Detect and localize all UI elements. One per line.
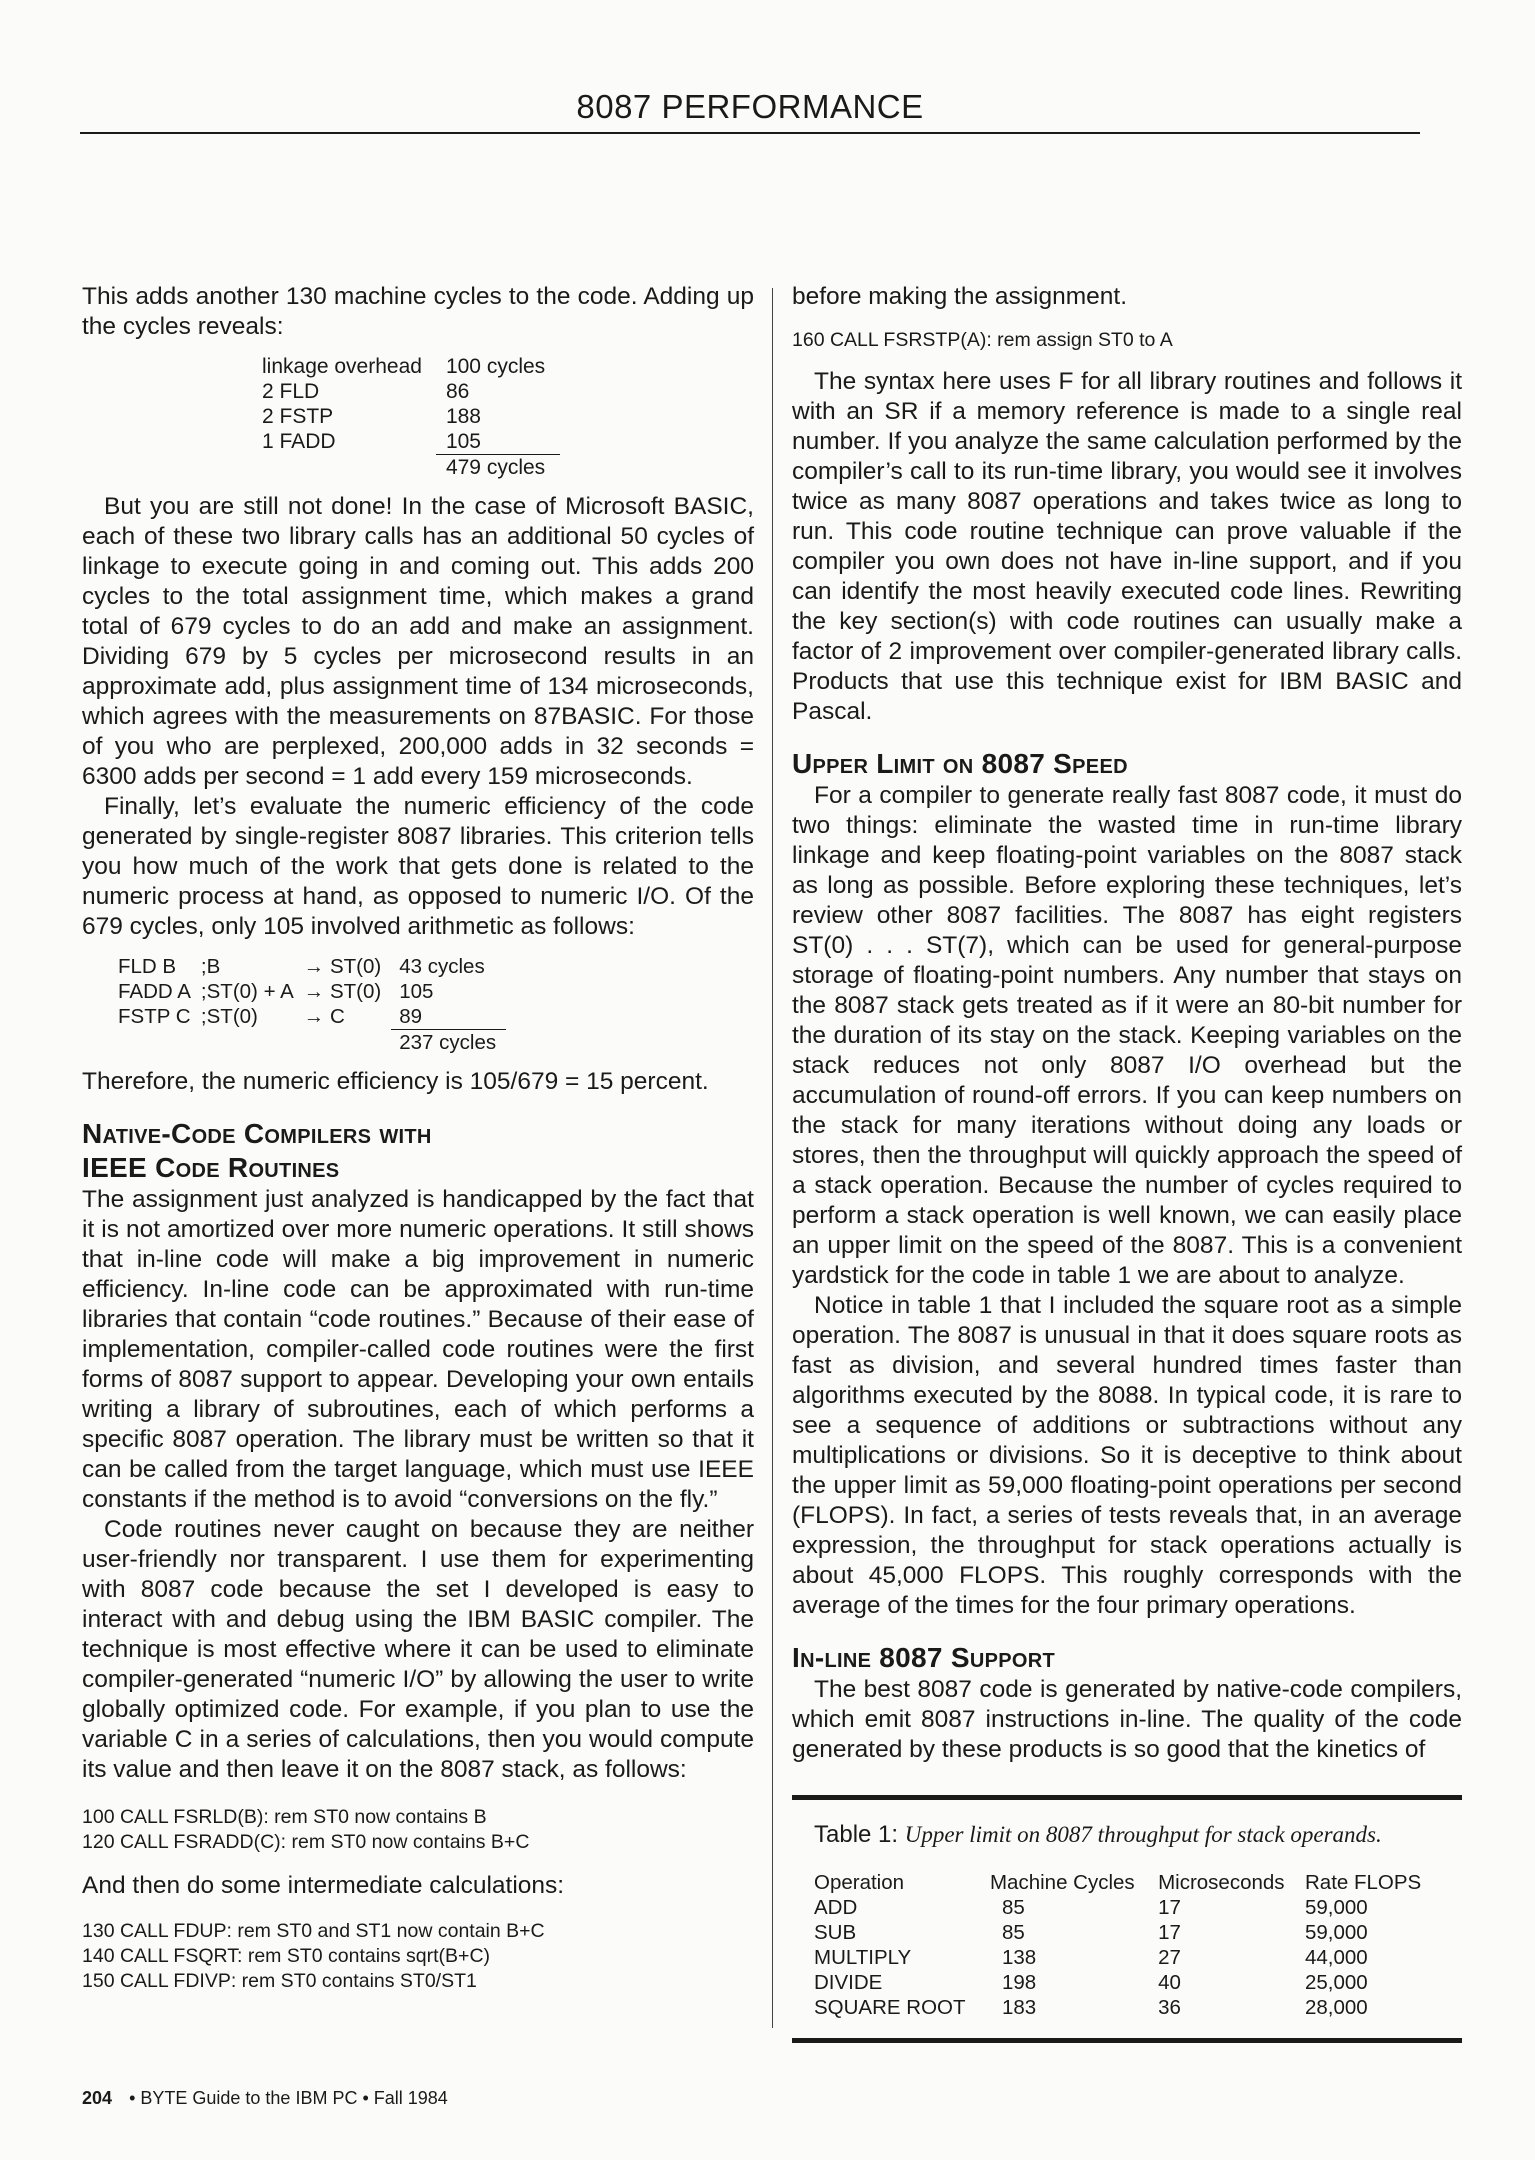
instruction: FSTP C	[118, 1005, 191, 1029]
empty-cell	[201, 1030, 304, 1056]
code-block	[82, 1919, 754, 1994]
destination: → ST(0)	[303, 955, 382, 978]
table-cell: 36	[1158, 1996, 1181, 2019]
table-1-box	[792, 1795, 1462, 2043]
instruction-comment: ;ST(0) + A	[200, 980, 294, 1003]
total-row	[118, 1030, 506, 1056]
cycle-count: 105	[399, 980, 434, 1003]
page-header: 8087 PERFORMANCE	[80, 88, 1420, 134]
left-column	[82, 282, 754, 1994]
table-row	[814, 1895, 1440, 1920]
table-row	[262, 429, 560, 455]
column-divider	[772, 288, 773, 2028]
table-caption-text: Upper limit on 8087 throughput for stack operands.	[904, 1822, 1382, 1847]
table-label: Table 1:	[814, 1821, 899, 1848]
total-value: 479 cycles	[445, 456, 546, 479]
instruction-comment: ;ST(0)	[200, 1005, 258, 1029]
table-cell: 138	[1001, 1946, 1037, 1969]
table-row	[262, 404, 560, 429]
code-line: 140 CALL FSQRT: rem ST0 contains sqrt(B+C)	[82, 1945, 491, 1967]
heading-line: Native-Code Compilers with	[82, 1118, 432, 1149]
table-cell: 44,000	[1304, 1946, 1368, 1969]
paragraph: The assignment just analyzed is handicapped by the fact that it is not amortized over more numeric operations. It still shows that in-line code will make a big improvement in numeric efficiency. In-line code can be approximated with run-time libraries that contain “code routines.” Because of their ease of implementation, compiler-called code routines were the first forms of 8087 support to appear. Developing your own entails writing a library of subroutines, each of which performs a specific 8087 operation. The library must be written so that it can be called from the target language, which must use IEEE constants if the method is to avoid “conversions on the fly.”	[82, 1186, 754, 1513]
section-heading: In-line 8087 Support	[792, 1642, 1055, 1673]
paragraph: The best 8087 code is generated by native-code compilers, which emit 8087 instructions in-line. The quality of the code generated by these products is so good that the kinetics of	[792, 1676, 1462, 1763]
table-cell: 40	[1158, 1971, 1181, 1994]
row-value: 86	[445, 380, 470, 403]
table-row	[118, 979, 506, 1004]
table-cell: 85	[1001, 1896, 1025, 1919]
heading-line: IEEE Code Routines	[82, 1152, 340, 1183]
table-row	[814, 1945, 1440, 1970]
page-footer	[82, 2088, 448, 2109]
table-cell: 25,000	[1304, 1971, 1368, 1994]
paragraph: This adds another 130 machine cycles to the code. Adding up the cycles reveals:	[82, 283, 754, 340]
row-value: 105	[436, 429, 560, 455]
table-cell: 17	[1158, 1921, 1181, 1944]
row-label: 1 FADD	[262, 430, 336, 454]
empty-cell	[304, 1030, 391, 1056]
row-value: 100 cycles	[445, 355, 546, 378]
code-line: 130 CALL FDUP: rem ST0 and ST1 now contain B+C	[82, 1920, 545, 1942]
empty-cell	[262, 455, 436, 481]
paragraph: before making the assignment.	[792, 283, 1128, 310]
table-header-row	[814, 1870, 1440, 1895]
table-caption	[814, 1820, 1440, 1850]
column-header: Machine Cycles	[989, 1871, 1135, 1894]
paragraph: The syntax here uses F for all library routines and follows it with an SR if a memory reference is made to a single real number. If you analyze the same calculation performed by the compiler’s call to its run-time library, you would see it involves twice as many 8087 operations and takes twice as long to run. This code routine technique can prove valuable if the compiler you own does not have in-line support, and if you can identify the most heavily executed code lines. Rewriting the key section(s) with code routines can usually make a factor of 2 improvement over compiler-generated library calls. Products that use this technique exist for IBM BASIC and Pascal.	[792, 368, 1462, 725]
paragraph: Notice in table 1 that I included the square root as a simple operation. The 8087 is unusual in that it does square roots as fast as division, and several hundred times faster than algorithms executed by the 8088. In typical code, it is rare to see a sequence of additions or subtractions without any multiplications or divisions. So it is deceptive to think about the upper limit as 59,000 floating-point operations per second (FLOPS). In fact, a series of tests reveals that, in an average expression, the throughput for stack operations actually is about 45,000 FLOPS. This roughly corresponds with the average of the times for the four primary operations.	[792, 1292, 1462, 1619]
right-column	[792, 282, 1462, 2043]
code-line: 150 CALL FDIVP: rem ST0 contains ST0/ST1	[82, 1970, 477, 1992]
cycle-sum-table	[262, 354, 560, 480]
row-value: 188	[445, 405, 481, 428]
code-line: 160 CALL FSRSTP(A): rem assign ST0 to A	[792, 329, 1173, 351]
instruction: FLD B	[118, 955, 177, 978]
code-line: 120 CALL FSRADD(C): rem ST0 now contains B+C	[82, 1831, 530, 1853]
column-header: Rate FLOPS	[1304, 1871, 1422, 1894]
efficiency-table	[118, 954, 506, 1055]
destination: → ST(0)	[303, 980, 382, 1003]
total-row	[262, 455, 560, 481]
section-heading	[82, 1117, 754, 1185]
empty-cell	[118, 1030, 201, 1056]
table-row	[118, 954, 506, 979]
section-heading: Upper Limit on 8087 Speed	[792, 748, 1128, 779]
paragraph: Code routines never caught on because they are neither user-friendly nor transparent. I use them for experimenting with 8087 code because the set I developed is easy to interact with and debug using the IBM BASIC compiler. The technique is most effective where it can be used to eliminate compiler-generated “numeric I/O” by allowing the user to write globally optimized code. For example, if you plan to use the variable C in a series of calculations, then you would compute its value and then leave it on the 8087 stack, as follows:	[82, 1516, 754, 1783]
row-label: 2 FLD	[262, 380, 320, 403]
table-row	[262, 379, 560, 404]
table-cell: SQUARE ROOT	[814, 1996, 966, 2019]
paragraph: For a compiler to generate really fast 8087 code, it must do two things: eliminate the wasted time in run-time library linkage and keep floating-point variables on the 8087 stack as long as possible. Before exploring these techniques, let’s review other 8087 facilities. The 8087 has eight registers ST(0) . . . ST(7), which can be used for general-purpose storage of floating-point numbers. Any number that stays on the 8087 stack gets treated as if it were an 80-bit number for the duration of its stay on the stack. Keeping variables on the stack reduces not only 8087 I/O overhead but the accumulation of round-off errors. If you can keep numbers on the stack for many iterations without doing any loads or stores, then the throughput will quickly approach the speed of a stack operation. Because the number of cycles required to perform a stack operation is well known, we can easily place an upper limit on the speed of the 8087. This is a convenient yardstick for the code in table 1 we are about to analyze.	[792, 782, 1462, 1289]
code-line: 100 CALL FSRLD(B): rem ST0 now contains B	[82, 1806, 487, 1828]
table-row	[262, 354, 560, 379]
table-row	[814, 1995, 1440, 2020]
table-cell: 183	[1001, 1996, 1037, 2019]
table-cell: 198	[1001, 1971, 1037, 1994]
table-cell: 59,000	[1304, 1896, 1368, 1919]
table-cell: 17	[1158, 1896, 1181, 1919]
table-cell: 28,000	[1304, 1996, 1368, 2019]
paragraph: Finally, let’s evaluate the numeric efficiency of the code generated by single-register 8087 libraries. This criterion tells you how much of the work that gets done is related to the numeric process at hand, as opposed to numeric I/O. Of the 679 cycles, only 105 involved arithmetic as follows:	[82, 793, 754, 940]
destination: → C	[303, 1005, 345, 1029]
code-block	[82, 1805, 754, 1855]
table-cell: 59,000	[1304, 1921, 1368, 1944]
column-header: Operation	[814, 1871, 905, 1894]
paragraph: Therefore, the numeric efficiency is 105/679 = 15 percent.	[82, 1068, 709, 1095]
cycle-count: 43 cycles	[399, 955, 485, 978]
row-label: linkage overhead	[262, 355, 422, 378]
column-header: Microseconds	[1158, 1871, 1285, 1894]
table-row	[118, 1004, 506, 1030]
table-cell: ADD	[814, 1896, 858, 1919]
throughput-table	[814, 1870, 1440, 2020]
paragraph: But you are still not done! In the case of Microsoft BASIC, each of these two library calls has an additional 50 cycles of linkage to execute going in and coming out. This adds 200 cycles to the total assignment time, which makes a grand total of 679 cycles to do an add and make an assignment. Dividing 679 by 5 cycles per microsecond results in an approximate add, plus assignment time of 134 microseconds, which agrees with the measurements on 87BASIC. For those of you who are perplexed, 200,000 adds in 32 seconds = 6300 adds per second = 1 add every 159 microseconds.	[82, 493, 754, 790]
table-cell: 27	[1158, 1946, 1181, 1969]
table-cell: 85	[1001, 1921, 1025, 1944]
page-number: 204	[82, 2088, 113, 2108]
table-row	[814, 1970, 1440, 1995]
row-label: 2 FSTP	[262, 405, 334, 428]
table-cell: DIVIDE	[814, 1971, 883, 1994]
cycle-count: 89	[391, 1004, 506, 1030]
paragraph: And then do some intermediate calculations:	[82, 1872, 565, 1899]
instruction: FADD A	[118, 980, 191, 1003]
table-cell: SUB	[814, 1921, 857, 1944]
instruction-comment: ;B	[200, 955, 221, 978]
footer-text: • BYTE Guide to the IBM PC • Fall 1984	[129, 2088, 448, 2108]
table-row	[814, 1920, 1440, 1945]
table-cell: MULTIPLY	[814, 1946, 912, 1969]
total-value: 237 cycles	[399, 1031, 497, 1054]
